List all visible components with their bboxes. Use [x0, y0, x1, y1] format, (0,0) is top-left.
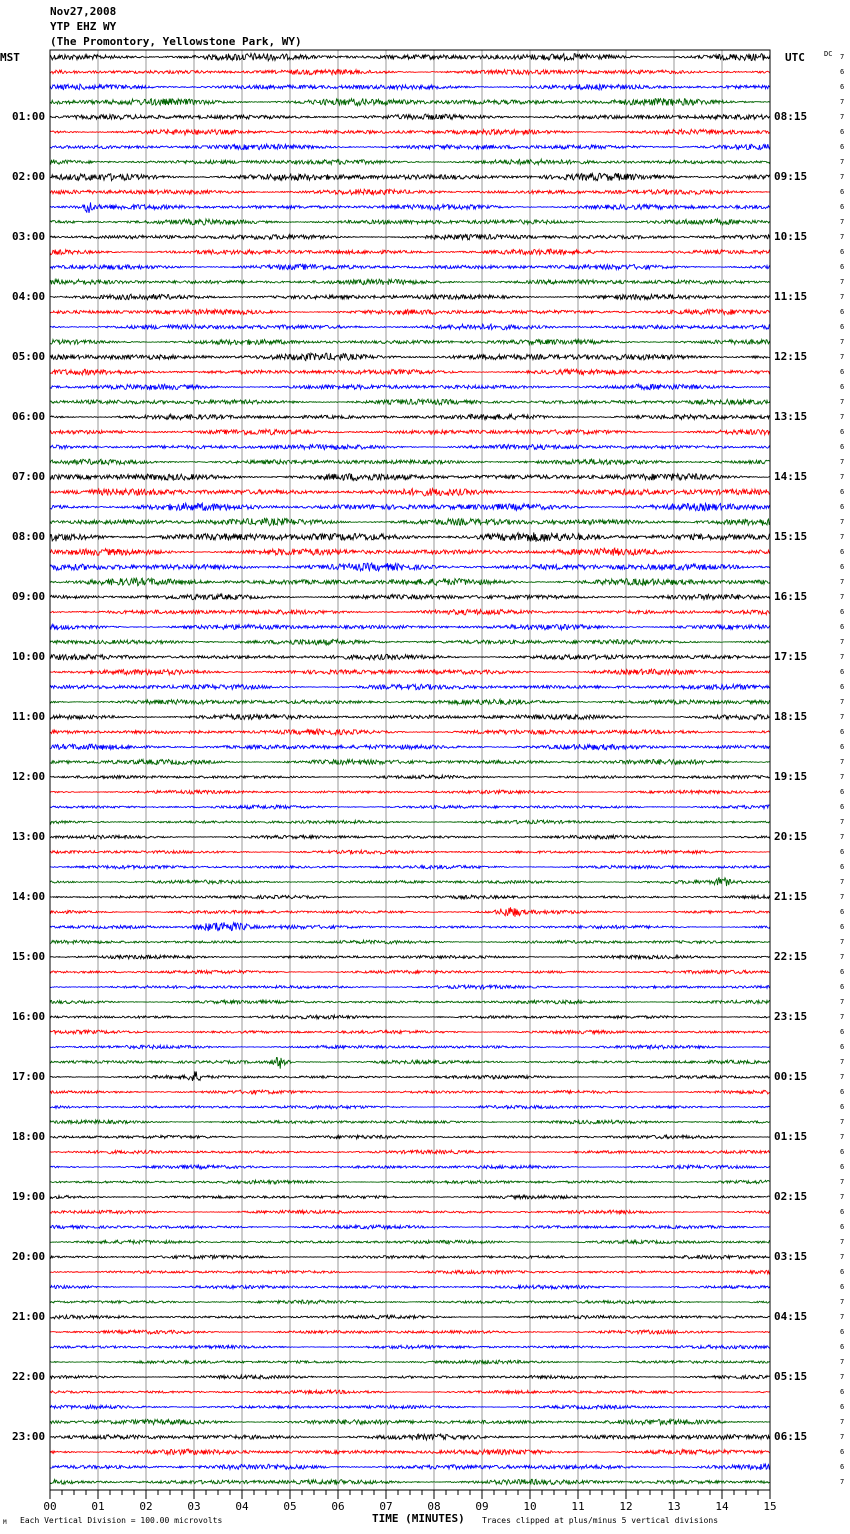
row-value: 6: [840, 143, 845, 151]
left-hour-label: 07:00: [12, 470, 46, 483]
station-location: (The Promontory, Yellowstone Park, WY): [50, 35, 302, 48]
right-hour-label: 05:15: [774, 1370, 808, 1383]
trace-row-77: [50, 1210, 770, 1214]
x-tick-label-09: 09: [475, 1500, 489, 1513]
trace-row-56: [50, 895, 770, 899]
trace-row-63: [50, 1000, 770, 1004]
right-hour-label: 01:15: [774, 1130, 808, 1143]
trace-row-35: [50, 578, 770, 586]
trace-row-40: [50, 654, 770, 659]
row-value: 7: [840, 338, 845, 346]
row-value: 7: [840, 53, 845, 61]
trace-row-44: [50, 714, 770, 719]
trace-row-38: [50, 624, 770, 629]
left-hour-label: 23:00: [12, 1430, 46, 1443]
trace-row-46: [50, 744, 770, 750]
row-value: 6: [840, 383, 845, 391]
trace-row-14: [50, 264, 770, 270]
row-value: 7: [840, 1073, 845, 1081]
row-value: 7: [840, 1058, 845, 1066]
x-tick-label-00: 00: [43, 1500, 57, 1513]
trace-row-18: [50, 324, 770, 330]
x-axis: [43, 1490, 776, 1513]
trace-row-74: [50, 1165, 770, 1169]
row-value: 6: [840, 623, 845, 631]
left-hour-label: 03:00: [12, 230, 46, 243]
trace-row-10: [50, 202, 770, 213]
trace-row-72: [50, 1135, 770, 1139]
trace-row-80: [50, 1255, 770, 1259]
left-hour-label: 04:00: [12, 290, 46, 303]
trace-row-61: [50, 970, 770, 974]
row-value: 7: [840, 278, 845, 286]
trace-row-36: [50, 594, 770, 600]
trace-row-42: [50, 684, 770, 689]
right-hour-label: 02:15: [774, 1190, 808, 1203]
row-value: 7: [840, 233, 845, 241]
left-hour-label: 22:00: [12, 1370, 46, 1383]
left-hour-label: 17:00: [12, 1070, 46, 1083]
trace-row-41: [50, 669, 770, 675]
trace-row-65: [50, 1030, 770, 1034]
trace-row-95: [50, 1479, 770, 1484]
trace-row-94: [50, 1464, 770, 1470]
left-hour-label: 08:00: [12, 530, 46, 543]
row-value: 7: [840, 173, 845, 181]
left-hour-label: 13:00: [12, 830, 46, 843]
row-value: 6: [840, 1283, 845, 1291]
right-hour-label: 16:15: [774, 590, 808, 603]
row-value: 6: [840, 263, 845, 271]
row-value: 6: [840, 548, 845, 556]
x-tick-label-05: 05: [283, 1500, 297, 1513]
row-value: 7: [840, 773, 845, 781]
trace-row-93: [50, 1449, 770, 1455]
right-hour-label: 06:15: [774, 1430, 808, 1443]
trace-row-58: [50, 922, 770, 931]
x-tick-label-06: 06: [331, 1500, 345, 1513]
row-value: 6: [840, 1028, 845, 1036]
x-tick-label-03: 03: [187, 1500, 201, 1513]
row-value: 7: [840, 1238, 845, 1246]
trace-row-31: [50, 518, 770, 525]
row-value: 7: [840, 1118, 845, 1126]
row-value: 7: [840, 458, 845, 466]
right-hour-label: 04:15: [774, 1310, 808, 1323]
row-value: 7: [840, 818, 845, 826]
left-hour-label: 19:00: [12, 1190, 46, 1203]
trace-row-11: [50, 219, 770, 225]
row-value: 7: [840, 1358, 845, 1366]
row-value: 6: [840, 443, 845, 451]
row-value: 6: [840, 803, 845, 811]
row-value: 6: [840, 323, 845, 331]
trace-row-24: [50, 414, 770, 420]
row-value: 6: [840, 1088, 845, 1096]
seismic-traces: [50, 53, 770, 1484]
right-hour-label: 21:15: [774, 890, 808, 903]
trace-row-28: [50, 474, 770, 481]
right-hour-label: 23:15: [774, 1010, 808, 1023]
trace-row-66: [50, 1045, 770, 1049]
x-axis-label: TIME (MINUTES): [372, 1512, 465, 1525]
record-date: Nov27,2008: [50, 5, 117, 18]
right-hour-label: 00:15: [774, 1070, 808, 1083]
left-hour-label: 02:00: [12, 170, 46, 183]
trace-row-6: [50, 144, 770, 150]
row-value: 6: [840, 128, 845, 136]
left-hour-label: 20:00: [12, 1250, 46, 1263]
trace-row-51: [50, 820, 770, 824]
left-hour-label: 05:00: [12, 350, 46, 363]
trace-row-1: [50, 70, 770, 75]
trace-row-88: [50, 1375, 770, 1379]
corner-mark: M: [3, 1519, 7, 1526]
trace-row-85: [50, 1330, 770, 1334]
row-value: 6: [840, 1448, 845, 1456]
trace-row-50: [50, 805, 770, 809]
row-value: 6: [840, 563, 845, 571]
row-value: 7: [840, 158, 845, 166]
right-hour-label: 20:15: [774, 830, 808, 843]
row-value: 6: [840, 983, 845, 991]
trace-row-82: [50, 1285, 770, 1289]
trace-row-70: [50, 1105, 770, 1108]
row-value: 6: [840, 248, 845, 256]
trace-row-16: [50, 294, 770, 300]
trace-row-5: [50, 129, 770, 135]
row-value: 6: [840, 863, 845, 871]
trace-row-53: [50, 850, 770, 854]
row-value: 7: [840, 1013, 845, 1021]
row-value: 7: [840, 533, 845, 541]
right-hour-label: 08:15: [774, 110, 808, 123]
trace-row-8: [50, 173, 770, 181]
trace-row-45: [50, 729, 770, 735]
x-tick-label-10: 10: [523, 1500, 537, 1513]
row-value: 6: [840, 1043, 845, 1051]
scale-note: Each Vertical Division = 100.00 microvolts: [20, 1516, 223, 1525]
row-value: 7: [840, 1193, 845, 1201]
trace-row-17: [50, 309, 770, 314]
right-hour-label: 22:15: [774, 950, 808, 963]
row-value: 6: [840, 428, 845, 436]
x-tick-label-15: 15: [763, 1500, 777, 1513]
row-value: 7: [840, 293, 845, 301]
row-value: 6: [840, 1343, 845, 1351]
trace-row-90: [50, 1405, 770, 1409]
trace-row-57: [50, 907, 770, 917]
trace-row-83: [50, 1300, 770, 1304]
trace-row-32: [50, 532, 770, 541]
trace-row-89: [50, 1390, 770, 1394]
row-value: 7: [840, 398, 845, 406]
row-value: 7: [840, 413, 845, 421]
trace-row-43: [50, 699, 770, 704]
trace-row-34: [50, 563, 770, 571]
right-timezone-label: UTC: [785, 51, 805, 64]
row-value: 6: [840, 743, 845, 751]
row-value: 6: [840, 1163, 845, 1171]
x-tick-label-12: 12: [619, 1500, 633, 1513]
left-hour-label: 16:00: [12, 1010, 46, 1023]
row-value: 6: [840, 848, 845, 856]
trace-row-4: [50, 114, 770, 120]
row-value: 7: [840, 1313, 845, 1321]
x-tick-label-04: 04: [235, 1500, 249, 1513]
row-value: 6: [840, 923, 845, 931]
x-tick-label-11: 11: [571, 1500, 585, 1513]
left-hour-label: 06:00: [12, 410, 46, 423]
trace-row-69: [50, 1090, 770, 1094]
trace-row-20: [50, 353, 770, 360]
trace-row-21: [50, 369, 770, 375]
trace-row-13: [50, 249, 770, 255]
row-value: 7: [840, 653, 845, 661]
trace-row-29: [50, 488, 770, 495]
trace-row-52: [50, 835, 770, 839]
trace-row-62: [50, 985, 770, 989]
row-value: 6: [840, 1403, 845, 1411]
row-value: 7: [840, 698, 845, 706]
row-value: 7: [840, 518, 845, 526]
right-hour-label: 19:15: [774, 770, 808, 783]
x-tick-label-02: 02: [139, 1500, 153, 1513]
row-value: 6: [840, 1208, 845, 1216]
right-hour-label: 03:15: [774, 1250, 808, 1263]
trace-row-59: [50, 940, 770, 944]
trace-row-27: [50, 459, 770, 464]
row-value: 7: [840, 218, 845, 226]
trace-row-12: [50, 234, 770, 239]
x-tick-label-08: 08: [427, 1500, 441, 1513]
trace-row-48: [50, 775, 770, 779]
trace-row-22: [50, 384, 770, 389]
row-value: 7: [840, 938, 845, 946]
trace-row-87: [50, 1360, 770, 1364]
row-value: 6: [840, 83, 845, 91]
row-value: 7: [840, 1298, 845, 1306]
left-timezone-label: MST: [0, 51, 20, 64]
right-hour-label: 10:15: [774, 230, 808, 243]
trace-row-92: [50, 1434, 770, 1440]
right-hour-label: 11:15: [774, 290, 808, 303]
row-value: 6: [840, 1328, 845, 1336]
trace-row-37: [50, 609, 770, 614]
left-hour-label: 21:00: [12, 1310, 46, 1323]
clip-note: Traces clipped at plus/minus 5 vertical divisions: [482, 1516, 719, 1525]
left-hour-label: 15:00: [12, 950, 46, 963]
left-hour-label: 11:00: [12, 710, 46, 723]
row-value: 7: [840, 1253, 845, 1261]
trace-row-49: [50, 790, 770, 794]
x-tick-label-14: 14: [715, 1500, 729, 1513]
row-value: 7: [840, 353, 845, 361]
row-value: 7: [840, 578, 845, 586]
row-value: 7: [840, 1433, 845, 1441]
left-hour-label: 12:00: [12, 770, 46, 783]
trace-row-47: [50, 759, 770, 764]
row-value: 6: [840, 1268, 845, 1276]
trace-row-73: [50, 1150, 770, 1154]
right-hour-label: 17:15: [774, 650, 808, 663]
left-hour-label: 10:00: [12, 650, 46, 663]
dc-label: DC: [824, 50, 833, 58]
trace-row-91: [50, 1419, 770, 1425]
trace-row-67: [50, 1058, 770, 1069]
trace-row-23: [50, 399, 770, 405]
trace-row-30: [50, 503, 770, 511]
row-value: 6: [840, 503, 845, 511]
left-hour-label: 18:00: [12, 1130, 46, 1143]
trace-row-39: [50, 639, 770, 645]
trace-row-76: [50, 1195, 770, 1199]
row-value: 6: [840, 368, 845, 376]
right-hour-label: 14:15: [774, 470, 808, 483]
right-hour-label: 18:15: [774, 710, 808, 723]
right-hour-label: 13:15: [774, 410, 808, 423]
trace-row-33: [50, 548, 770, 556]
grid-lines: [98, 50, 722, 1490]
row-value: 7: [840, 1478, 845, 1486]
row-value: 6: [840, 1103, 845, 1111]
trace-row-79: [50, 1240, 770, 1244]
row-value: 6: [840, 683, 845, 691]
trace-row-75: [50, 1180, 770, 1184]
row-value: 6: [840, 1463, 845, 1471]
trace-row-9: [50, 189, 770, 195]
trace-row-25: [50, 429, 770, 435]
right-hour-label: 12:15: [774, 350, 808, 363]
row-value: 6: [840, 488, 845, 496]
trace-row-0: [50, 53, 770, 60]
row-value: 7: [840, 98, 845, 106]
x-tick-label-13: 13: [667, 1500, 681, 1513]
row-value: 6: [840, 668, 845, 676]
row-value: 7: [840, 1418, 845, 1426]
row-value: 6: [840, 1223, 845, 1231]
row-value: 6: [840, 968, 845, 976]
trace-row-54: [50, 865, 770, 869]
row-value: 7: [840, 593, 845, 601]
left-hour-label: 09:00: [12, 590, 46, 603]
trace-row-84: [50, 1315, 770, 1319]
trace-row-15: [50, 279, 770, 285]
row-value: 6: [840, 68, 845, 76]
x-tick-label-01: 01: [91, 1500, 105, 1513]
row-value: 7: [840, 1373, 845, 1381]
trace-row-19: [50, 339, 770, 344]
left-hour-label: 14:00: [12, 890, 46, 903]
trace-row-86: [50, 1345, 770, 1349]
row-value: 7: [840, 953, 845, 961]
row-value: 7: [840, 113, 845, 121]
row-value: 6: [840, 908, 845, 916]
row-value: 7: [840, 713, 845, 721]
trace-row-81: [50, 1270, 770, 1274]
row-value: 6: [840, 203, 845, 211]
trace-row-7: [50, 159, 770, 164]
right-hour-label: 15:15: [774, 530, 808, 543]
right-hour-label: 09:15: [774, 170, 808, 183]
row-value: 7: [840, 758, 845, 766]
row-value: 6: [840, 788, 845, 796]
x-tick-label-07: 07: [379, 1500, 393, 1513]
row-value: 6: [840, 1148, 845, 1156]
row-value: 7: [840, 1133, 845, 1141]
station-code: YTP EHZ WY: [50, 20, 117, 33]
trace-row-68: [50, 1071, 770, 1080]
row-value: 7: [840, 638, 845, 646]
row-value: 7: [840, 878, 845, 886]
row-value: 6: [840, 608, 845, 616]
row-value: 6: [840, 1388, 845, 1396]
trace-row-60: [50, 955, 770, 959]
row-value: 7: [840, 833, 845, 841]
row-value: 7: [840, 1178, 845, 1186]
row-value: 7: [840, 998, 845, 1006]
trace-row-55: [50, 877, 770, 886]
left-hour-label: 01:00: [12, 110, 46, 123]
row-value: 6: [840, 728, 845, 736]
trace-row-2: [50, 84, 770, 90]
row-value: 7: [840, 893, 845, 901]
trace-row-78: [50, 1225, 770, 1229]
row-value: 6: [840, 308, 845, 316]
row-value: 6: [840, 188, 845, 196]
trace-row-64: [50, 1015, 770, 1019]
row-value: 7: [840, 473, 845, 481]
trace-row-3: [50, 98, 770, 105]
trace-row-26: [50, 444, 770, 449]
trace-row-71: [50, 1120, 770, 1124]
